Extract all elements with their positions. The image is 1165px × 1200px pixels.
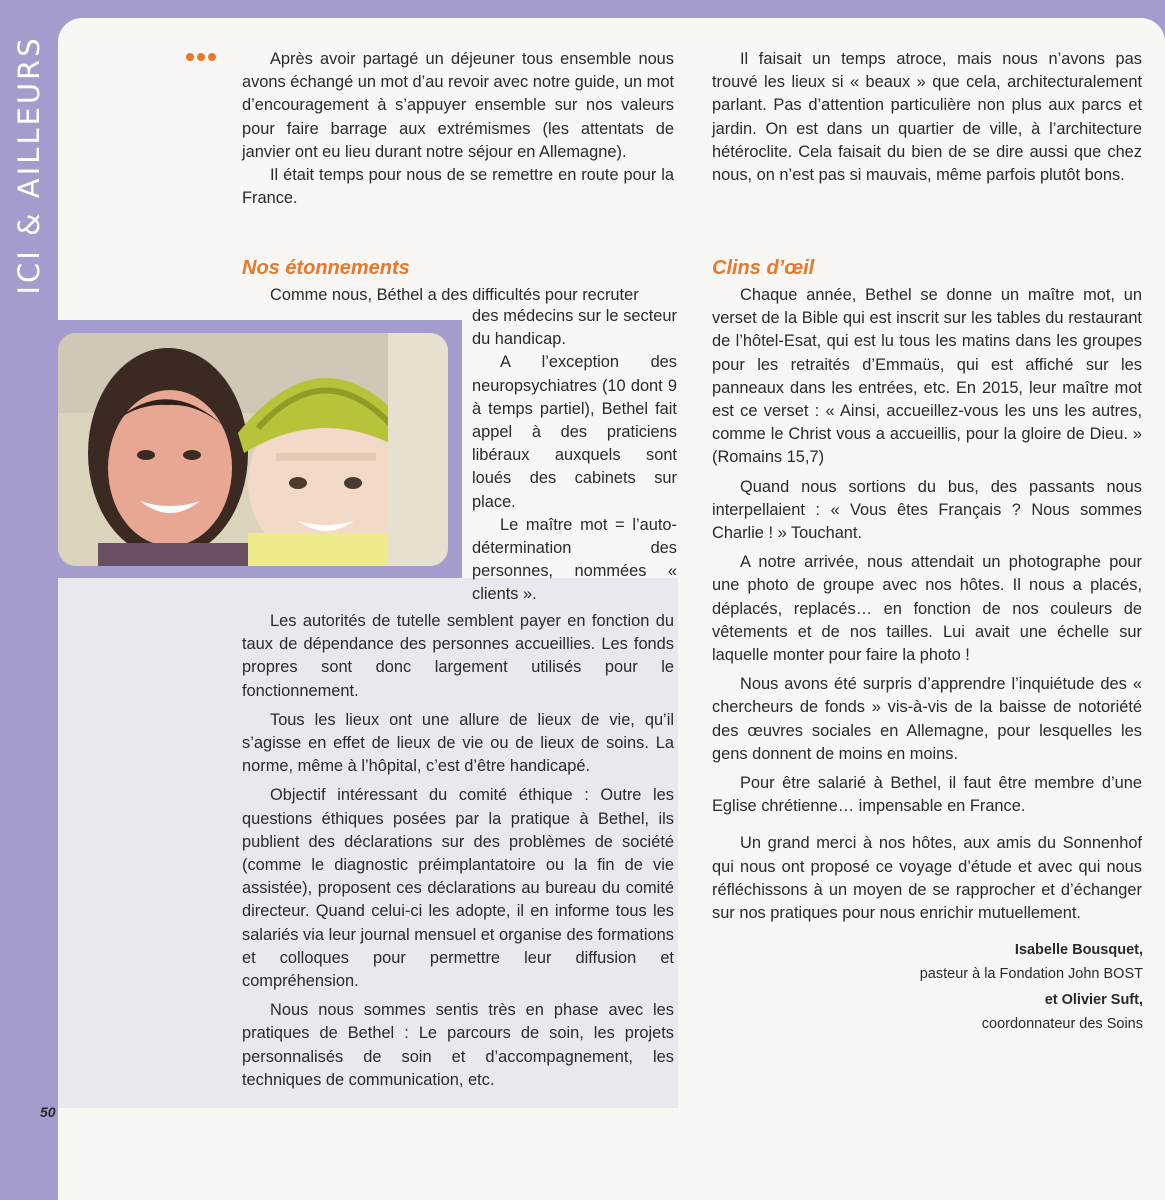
page-number: 50 [40,1104,56,1120]
photo-mother-child [58,333,448,566]
clins-doeil-body: Chaque année, Bethel se donne un maître mot, un verset de la Bible qui est inscrit sur les tables du restaurant de l’hôtel-Esat, qui est lu tous les matins dans les groupes pour les retraités d’Emmaüs, qui est affiché sur les panneaux dans les entrées, etc. En 2015, leur maître mot est ce verset : « Ainsi, accueillez-vous les uns les autres, comme le Christ vous a accueillis, pour la gloire de Dieu. » (Romains 15,7) Quand nous sortions du bus, des passants nous interpellaient : « Vous êtes Français ? Nous sommes Charlie ! » Touchant. A notre arrivée, nous attendait un photographe pour une photo de groupe avec nos hôtes. Il nous a placés, déplacés, replacés… en fonction de nos couleurs de vêtements et de nos tailles. Lui avait une échelle sur laquelle monter pour faire la photo ! Nous avons été surpris d’apprendre l’inquiétude des « chercheurs de fonds » vis-à-vis de la baisse de notoriété des œuvres sociales en Allemagne, pour lesquelles les gens donnent de moins en moins. Pour être salarié à Bethel, il faut être membre d’une Eglise chrétienne… impensable en France. Un grand merci à nos hôtes, aux amis du Sonnenhof qui nous ont proposé ce voyage d’étude et avec qui nous réfléchissons à un moyen de se rapprocher et d’échanger sur nos pratiques pour nous enrichir mutuellement. [712,286,1142,923]
signature-name-2: et Olivier Suft, [1044,992,1143,1008]
signature-role-1: pasteur à la Fondation John BOST [919,966,1143,982]
signature-name-1: Isabelle Bousquet, [1014,942,1143,958]
heading-clins-doeil: Clins d’œil [712,257,815,279]
ellipsis-icon [186,48,226,60]
heading-etonnements: Nos étonnements [242,257,410,279]
section-title: ICI & AILLEURS [12,35,46,295]
right-column-intro: Il faisait un temps atroce, mais nous n’avons pas trouvé les lieux si « beaux » que cela, architecturalement parlant. Pas d’attention particulière non plus aux parcs et jardin. On est dans un quartier de ville, à l’architecture hétéroclite. Cela faisait du bien de se dire aussi que chez nous, on n’est pas si mauvais, même parfois plutôt bons. [712,50,1142,185]
narrow-column: des médecins sur le secteur du handicap. A l’exception des neuropsychiatres (10 dont 9 à temps partiel), Bethel fait appel à des praticiens libéraux auxquels sont loués des cabinets sur place. Le maître mot = l’auto-détermination des personnes, nommées « clients ». [472,307,677,604]
intro-column: Après avoir partagé un déjeuner tous ensemble nous avons échangé un mot d’au revoir avec notre guide, un mot d’encouragement à s’appuyer ensemble sur nos valeurs pour faire barrage aux extrémismes (les attentats de janvier ont eu lieu durant notre séjour en Allemagne). Il était temps pour nous de se remettre en route pour la France. [242,50,674,208]
signature-role-2: coordonnateur des Soins [981,1016,1143,1032]
etonnements-body: Les autorités de tutelle semblent payer en fonction du taux de dépendance des personnes accueillies. Les fonds propres sont donc largement utilisés pour le fonctionnement. Tous les lieux ont une allure de lieux de vie, qu’il s’agisse en effet de lieux de vie ou de lieux de soins. La norme, même à l’hôpital, c’est d’être handicapé. Objectif intéressant du comité éthique : Outre les questions éthiques posées par la pratique à Bethel, ils publient des déclarations sur des problèmes de société (comme le diagnostic préimplantatoire ou la fin de vie assistée), proposent ces déclarations au bureau du comité directeur. Quand celui-ci les adopte, il en informe tous les salariés via leur journal mensuel et organise des formations et colloques pour permettre leur diffusion et compréhension. Nous nous sommes sentis très en phase avec les pratiques de Bethel : Le parcours de soin, les projets personnalisés de soin et d’accompagnement, les techniques de communication, etc. [242,612,674,1089]
etonnements-lead: Comme nous, Béthel a des difficultés pour recruter [270,286,639,304]
photo-illustration [58,333,448,566]
